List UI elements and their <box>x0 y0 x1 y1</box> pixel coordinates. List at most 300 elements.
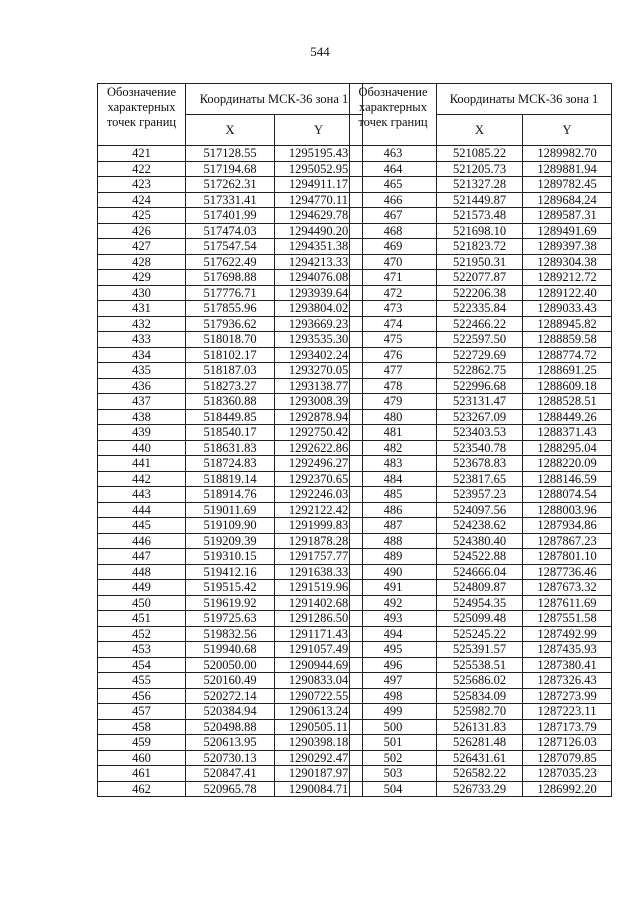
coordinates-table-left-body <box>98 146 363 797</box>
y-coordinate-cell: 1292878.94 <box>275 409 363 425</box>
table-row <box>350 332 612 348</box>
table-row <box>98 146 363 162</box>
table-row <box>98 750 363 766</box>
x-coordinate-cell: 526733.29 <box>437 781 523 797</box>
y-coordinate-cell: 1291057.49 <box>275 642 363 658</box>
point-number-cell: 501 <box>350 735 437 751</box>
y-coordinate-cell: 1293939.64 <box>275 285 363 301</box>
table-row <box>350 208 612 224</box>
point-number-cell: 479 <box>350 394 437 410</box>
y-coordinate-cell: 1286992.20 <box>523 781 612 797</box>
y-coordinate-cell: 1290084.71 <box>275 781 363 797</box>
table-row <box>350 735 612 751</box>
table-row <box>98 285 363 301</box>
x-coordinate-cell: 518449.85 <box>186 409 275 425</box>
point-number-cell: 432 <box>98 316 186 332</box>
table-row <box>98 270 363 286</box>
point-number-cell: 492 <box>350 595 437 611</box>
y-coordinate-cell: 1293270.05 <box>275 363 363 379</box>
point-number-cell: 475 <box>350 332 437 348</box>
table-row <box>98 642 363 658</box>
y-coordinate-cell: 1287326.43 <box>523 673 612 689</box>
y-coordinate-cell: 1288609.18 <box>523 378 612 394</box>
point-number-cell: 484 <box>350 471 437 487</box>
x-coordinate-cell: 521698.10 <box>437 223 523 239</box>
y-coordinate-cell: 1293008.39 <box>275 394 363 410</box>
y-coordinate-cell: 1293535.30 <box>275 332 363 348</box>
x-coordinate-cell: 519832.56 <box>186 626 275 642</box>
y-coordinate-cell: 1293669.23 <box>275 316 363 332</box>
y-coordinate-cell: 1288774.72 <box>523 347 612 363</box>
point-number-cell: 424 <box>98 192 186 208</box>
x-coordinate-cell: 521573.48 <box>437 208 523 224</box>
y-coordinate-cell: 1289212.72 <box>523 270 612 286</box>
table-row <box>350 471 612 487</box>
point-number-cell: 452 <box>98 626 186 642</box>
point-number-cell: 438 <box>98 409 186 425</box>
point-number-cell: 461 <box>98 766 186 782</box>
y-coordinate-cell: 1293804.02 <box>275 301 363 317</box>
point-number-cell: 477 <box>350 363 437 379</box>
table-row <box>350 409 612 425</box>
y-column-header: Y <box>275 115 363 146</box>
table-row <box>350 518 612 534</box>
x-coordinate-cell: 523678.83 <box>437 456 523 472</box>
y-coordinate-cell: 1294911.17 <box>275 177 363 193</box>
table-row <box>350 456 612 472</box>
coordinates-table-right-body <box>350 146 612 797</box>
table-row <box>98 363 363 379</box>
x-coordinate-cell: 524380.40 <box>437 533 523 549</box>
y-coordinate-cell: 1290398.18 <box>275 735 363 751</box>
y-coordinate-cell: 1291402.68 <box>275 595 363 611</box>
point-number-cell: 496 <box>350 657 437 673</box>
y-coordinate-cell: 1288295.04 <box>523 440 612 456</box>
y-coordinate-cell: 1287079.85 <box>523 750 612 766</box>
x-coordinate-cell: 525834.09 <box>437 688 523 704</box>
point-number-cell: 439 <box>98 425 186 441</box>
y-coordinate-cell: 1287035.23 <box>523 766 612 782</box>
x-coordinate-cell: 519011.69 <box>186 502 275 518</box>
point-number-cell: 468 <box>350 223 437 239</box>
x-coordinate-cell: 523957.23 <box>437 487 523 503</box>
point-number-cell: 445 <box>98 518 186 534</box>
point-number-cell: 495 <box>350 642 437 658</box>
y-coordinate-cell: 1294490.20 <box>275 223 363 239</box>
y-coordinate-cell: 1291878.28 <box>275 533 363 549</box>
table-row <box>350 502 612 518</box>
point-number-cell: 476 <box>350 347 437 363</box>
x-coordinate-cell: 522996.68 <box>437 378 523 394</box>
table-row <box>98 208 363 224</box>
point-number-cell: 437 <box>98 394 186 410</box>
y-coordinate-cell: 1289684.24 <box>523 192 612 208</box>
x-coordinate-cell: 517128.55 <box>186 146 275 162</box>
x-coordinate-cell: 517401.99 <box>186 208 275 224</box>
y-coordinate-cell: 1287435.93 <box>523 642 612 658</box>
table-row <box>98 502 363 518</box>
point-number-cell: 423 <box>98 177 186 193</box>
point-number-cell: 480 <box>350 409 437 425</box>
x-coordinate-cell: 523131.47 <box>437 394 523 410</box>
table-row <box>350 487 612 503</box>
point-number-cell: 449 <box>98 580 186 596</box>
x-coordinate-cell: 519940.68 <box>186 642 275 658</box>
table-row <box>350 549 612 565</box>
y-coordinate-cell: 1292370.65 <box>275 471 363 487</box>
y-coordinate-cell: 1294076.08 <box>275 270 363 286</box>
table-row <box>98 533 363 549</box>
x-coordinate-cell: 523817.65 <box>437 471 523 487</box>
y-coordinate-cell: 1289397.38 <box>523 239 612 255</box>
point-number-cell: 487 <box>350 518 437 534</box>
table-row <box>98 688 363 704</box>
x-coordinate-cell: 525391.57 <box>437 642 523 658</box>
table-row <box>350 688 612 704</box>
y-coordinate-cell: 1289881.94 <box>523 161 612 177</box>
y-coordinate-cell: 1291286.50 <box>275 611 363 627</box>
x-coordinate-cell: 520160.49 <box>186 673 275 689</box>
x-coordinate-cell: 518360.88 <box>186 394 275 410</box>
point-number-cell: 467 <box>350 208 437 224</box>
x-coordinate-cell: 520498.88 <box>186 719 275 735</box>
table-row <box>98 518 363 534</box>
table-row <box>98 595 363 611</box>
table-row <box>350 161 612 177</box>
point-number-cell: 421 <box>98 146 186 162</box>
x-coordinate-cell: 525099.48 <box>437 611 523 627</box>
point-number-cell: 442 <box>98 471 186 487</box>
x-coordinate-cell: 517622.49 <box>186 254 275 270</box>
point-number-cell: 451 <box>98 611 186 627</box>
point-number-cell: 465 <box>350 177 437 193</box>
point-number-cell: 466 <box>350 192 437 208</box>
x-coordinate-cell: 519209.39 <box>186 533 275 549</box>
point-number-cell: 473 <box>350 301 437 317</box>
y-coordinate-cell: 1287867.23 <box>523 533 612 549</box>
point-number-cell: 489 <box>350 549 437 565</box>
y-coordinate-cell: 1290187.97 <box>275 766 363 782</box>
x-coordinate-cell: 519619.92 <box>186 595 275 611</box>
x-coordinate-cell: 521205.73 <box>437 161 523 177</box>
table-row <box>350 270 612 286</box>
x-coordinate-cell: 522597.50 <box>437 332 523 348</box>
table-row <box>350 254 612 270</box>
table-row <box>98 425 363 441</box>
table-row <box>98 626 363 642</box>
table-row <box>350 642 612 658</box>
table-row <box>350 301 612 317</box>
x-coordinate-cell: 521950.31 <box>437 254 523 270</box>
point-number-cell: 459 <box>98 735 186 751</box>
y-coordinate-cell: 1292496.27 <box>275 456 363 472</box>
table-row <box>350 378 612 394</box>
point-number-cell: 488 <box>350 533 437 549</box>
table-row <box>98 394 363 410</box>
y-coordinate-cell: 1294213.33 <box>275 254 363 270</box>
y-coordinate-cell: 1289587.31 <box>523 208 612 224</box>
point-number-cell: 447 <box>98 549 186 565</box>
point-number-cell: 431 <box>98 301 186 317</box>
table-row <box>98 657 363 673</box>
x-coordinate-cell: 517936.62 <box>186 316 275 332</box>
point-number-cell: 464 <box>350 161 437 177</box>
y-coordinate-cell: 1293138.77 <box>275 378 363 394</box>
table-row <box>350 781 612 797</box>
table-row <box>98 177 363 193</box>
table-row <box>98 378 363 394</box>
point-number-cell: 444 <box>98 502 186 518</box>
table-row <box>350 285 612 301</box>
y-coordinate-cell: 1288074.54 <box>523 487 612 503</box>
y-coordinate-cell: 1290505.11 <box>275 719 363 735</box>
x-coordinate-cell: 522466.22 <box>437 316 523 332</box>
x-coordinate-cell: 524809.87 <box>437 580 523 596</box>
point-number-cell: 504 <box>350 781 437 797</box>
point-number-cell: 426 <box>98 223 186 239</box>
x-coordinate-cell: 517331.41 <box>186 192 275 208</box>
table-row <box>350 595 612 611</box>
table-row <box>350 766 612 782</box>
point-number-cell: 498 <box>350 688 437 704</box>
x-coordinate-cell: 524522.88 <box>437 549 523 565</box>
point-number-cell: 463 <box>350 146 437 162</box>
point-number-cell: 486 <box>350 502 437 518</box>
x-coordinate-cell: 524666.04 <box>437 564 523 580</box>
point-number-cell: 499 <box>350 704 437 720</box>
y-coordinate-cell: 1288691.25 <box>523 363 612 379</box>
point-number-cell: 471 <box>350 270 437 286</box>
x-coordinate-cell: 518102.17 <box>186 347 275 363</box>
x-coordinate-cell: 521327.28 <box>437 177 523 193</box>
point-number-cell: 422 <box>98 161 186 177</box>
x-coordinate-cell: 523540.78 <box>437 440 523 456</box>
point-label-header: Обозначение характерных точек границ <box>350 84 437 146</box>
point-number-cell: 446 <box>98 533 186 549</box>
x-coordinate-cell: 517194.68 <box>186 161 275 177</box>
point-number-cell: 435 <box>98 363 186 379</box>
point-number-cell: 474 <box>350 316 437 332</box>
table-row <box>98 409 363 425</box>
table-row <box>350 533 612 549</box>
x-coordinate-cell: 522862.75 <box>437 363 523 379</box>
table-row <box>350 564 612 580</box>
table-row <box>350 146 612 162</box>
y-coordinate-cell: 1292750.42 <box>275 425 363 441</box>
x-coordinate-cell: 520847.41 <box>186 766 275 782</box>
x-coordinate-cell: 517262.31 <box>186 177 275 193</box>
x-coordinate-cell: 525538.51 <box>437 657 523 673</box>
y-coordinate-cell: 1291757.77 <box>275 549 363 565</box>
table-row <box>98 316 363 332</box>
point-number-cell: 457 <box>98 704 186 720</box>
y-coordinate-cell: 1289491.69 <box>523 223 612 239</box>
y-coordinate-cell: 1289304.38 <box>523 254 612 270</box>
point-number-cell: 485 <box>350 487 437 503</box>
y-coordinate-cell: 1288371.43 <box>523 425 612 441</box>
y-coordinate-cell: 1287380.41 <box>523 657 612 673</box>
y-coordinate-cell: 1289033.43 <box>523 301 612 317</box>
table-row <box>98 735 363 751</box>
x-coordinate-cell: 518540.17 <box>186 425 275 441</box>
y-coordinate-cell: 1291171.43 <box>275 626 363 642</box>
x-coordinate-cell: 517776.71 <box>186 285 275 301</box>
y-coordinate-cell: 1288945.82 <box>523 316 612 332</box>
y-coordinate-cell: 1291519.96 <box>275 580 363 596</box>
y-coordinate-cell: 1288003.96 <box>523 502 612 518</box>
table-row <box>350 580 612 596</box>
point-number-cell: 434 <box>98 347 186 363</box>
table-row <box>350 750 612 766</box>
table-row <box>98 704 363 720</box>
point-number-cell: 483 <box>350 456 437 472</box>
x-coordinate-cell: 517547.54 <box>186 239 275 255</box>
x-coordinate-cell: 520272.14 <box>186 688 275 704</box>
x-coordinate-cell: 519515.42 <box>186 580 275 596</box>
table-row <box>98 487 363 503</box>
point-number-cell: 481 <box>350 425 437 441</box>
y-coordinate-cell: 1287492.99 <box>523 626 612 642</box>
point-number-cell: 456 <box>98 688 186 704</box>
coordinate-system-header: Координаты МСК-36 зона 1 <box>437 84 612 115</box>
x-coordinate-cell: 518914.76 <box>186 487 275 503</box>
table-row <box>98 239 363 255</box>
y-coordinate-cell: 1290944.69 <box>275 657 363 673</box>
x-coordinate-cell: 518819.14 <box>186 471 275 487</box>
table-row <box>98 223 363 239</box>
table-row <box>98 471 363 487</box>
y-coordinate-cell: 1291999.83 <box>275 518 363 534</box>
y-coordinate-cell: 1294351.38 <box>275 239 363 255</box>
point-number-cell: 454 <box>98 657 186 673</box>
x-coordinate-cell: 526281.48 <box>437 735 523 751</box>
table-row <box>98 719 363 735</box>
y-column-header: Y <box>523 115 612 146</box>
x-coordinate-cell: 521823.72 <box>437 239 523 255</box>
table-row <box>350 363 612 379</box>
point-number-cell: 433 <box>98 332 186 348</box>
x-coordinate-cell: 525982.70 <box>437 704 523 720</box>
y-coordinate-cell: 1294629.78 <box>275 208 363 224</box>
x-coordinate-cell: 522729.69 <box>437 347 523 363</box>
table-row <box>98 192 363 208</box>
y-coordinate-cell: 1291638.33 <box>275 564 363 580</box>
y-coordinate-cell: 1287673.32 <box>523 580 612 596</box>
x-coordinate-cell: 522335.84 <box>437 301 523 317</box>
table-row <box>98 549 363 565</box>
y-coordinate-cell: 1288146.59 <box>523 471 612 487</box>
x-coordinate-cell: 519412.16 <box>186 564 275 580</box>
table-row <box>350 626 612 642</box>
x-coordinate-cell: 517474.03 <box>186 223 275 239</box>
x-coordinate-cell: 526431.61 <box>437 750 523 766</box>
y-coordinate-cell: 1289782.45 <box>523 177 612 193</box>
point-number-cell: 455 <box>98 673 186 689</box>
point-number-cell: 448 <box>98 564 186 580</box>
x-coordinate-cell: 518724.83 <box>186 456 275 472</box>
table-row <box>350 394 612 410</box>
point-number-cell: 462 <box>98 781 186 797</box>
table-row <box>350 177 612 193</box>
x-coordinate-cell: 518187.03 <box>186 363 275 379</box>
point-number-cell: 503 <box>350 766 437 782</box>
table-row <box>350 223 612 239</box>
x-column-header: X <box>437 115 523 146</box>
table-row <box>350 440 612 456</box>
table-row <box>350 673 612 689</box>
y-coordinate-cell: 1287173.79 <box>523 719 612 735</box>
point-number-cell: 436 <box>98 378 186 394</box>
point-number-cell: 450 <box>98 595 186 611</box>
y-coordinate-cell: 1287934.86 <box>523 518 612 534</box>
y-coordinate-cell: 1290292.47 <box>275 750 363 766</box>
x-coordinate-cell: 520730.13 <box>186 750 275 766</box>
x-coordinate-cell: 517855.96 <box>186 301 275 317</box>
y-coordinate-cell: 1290722.55 <box>275 688 363 704</box>
table-row <box>350 719 612 735</box>
table-row <box>98 456 363 472</box>
page-number: 544 <box>310 44 330 59</box>
x-coordinate-cell: 518018.70 <box>186 332 275 348</box>
point-number-cell: 441 <box>98 456 186 472</box>
x-coordinate-cell: 521449.87 <box>437 192 523 208</box>
point-number-cell: 428 <box>98 254 186 270</box>
x-coordinate-cell: 520613.95 <box>186 735 275 751</box>
table-row <box>98 781 363 797</box>
x-coordinate-cell: 519109.90 <box>186 518 275 534</box>
table-row <box>98 347 363 363</box>
x-coordinate-cell: 520384.94 <box>186 704 275 720</box>
x-coordinate-cell: 519725.63 <box>186 611 275 627</box>
y-coordinate-cell: 1287126.03 <box>523 735 612 751</box>
table-row <box>350 192 612 208</box>
x-coordinate-cell: 522206.38 <box>437 285 523 301</box>
x-coordinate-cell: 523403.53 <box>437 425 523 441</box>
y-coordinate-cell: 1293402.24 <box>275 347 363 363</box>
x-coordinate-cell: 519310.15 <box>186 549 275 565</box>
point-label-header: Обозначение характерных точек границ <box>98 84 186 146</box>
y-coordinate-cell: 1288449.26 <box>523 409 612 425</box>
table-row <box>98 254 363 270</box>
x-coordinate-cell: 522077.87 <box>437 270 523 286</box>
x-coordinate-cell: 518273.27 <box>186 378 275 394</box>
point-number-cell: 494 <box>350 626 437 642</box>
y-coordinate-cell: 1290833.04 <box>275 673 363 689</box>
y-coordinate-cell: 1287736.46 <box>523 564 612 580</box>
point-number-cell: 472 <box>350 285 437 301</box>
y-coordinate-cell: 1289982.70 <box>523 146 612 162</box>
point-number-cell: 491 <box>350 580 437 596</box>
point-number-cell: 502 <box>350 750 437 766</box>
x-coordinate-cell: 517698.88 <box>186 270 275 286</box>
coordinate-system-header: Координаты МСК-36 зона 1 <box>186 84 363 115</box>
x-coordinate-cell: 525245.22 <box>437 626 523 642</box>
point-number-cell: 478 <box>350 378 437 394</box>
point-number-cell: 440 <box>98 440 186 456</box>
table-row <box>98 301 363 317</box>
point-number-cell: 493 <box>350 611 437 627</box>
x-coordinate-cell: 521085.22 <box>437 146 523 162</box>
y-coordinate-cell: 1287273.99 <box>523 688 612 704</box>
table-row <box>98 332 363 348</box>
x-coordinate-cell: 526131.83 <box>437 719 523 735</box>
table-row <box>350 657 612 673</box>
y-coordinate-cell: 1288220.09 <box>523 456 612 472</box>
point-number-cell: 425 <box>98 208 186 224</box>
point-number-cell: 497 <box>350 673 437 689</box>
point-number-cell: 427 <box>98 239 186 255</box>
y-coordinate-cell: 1287611.69 <box>523 595 612 611</box>
